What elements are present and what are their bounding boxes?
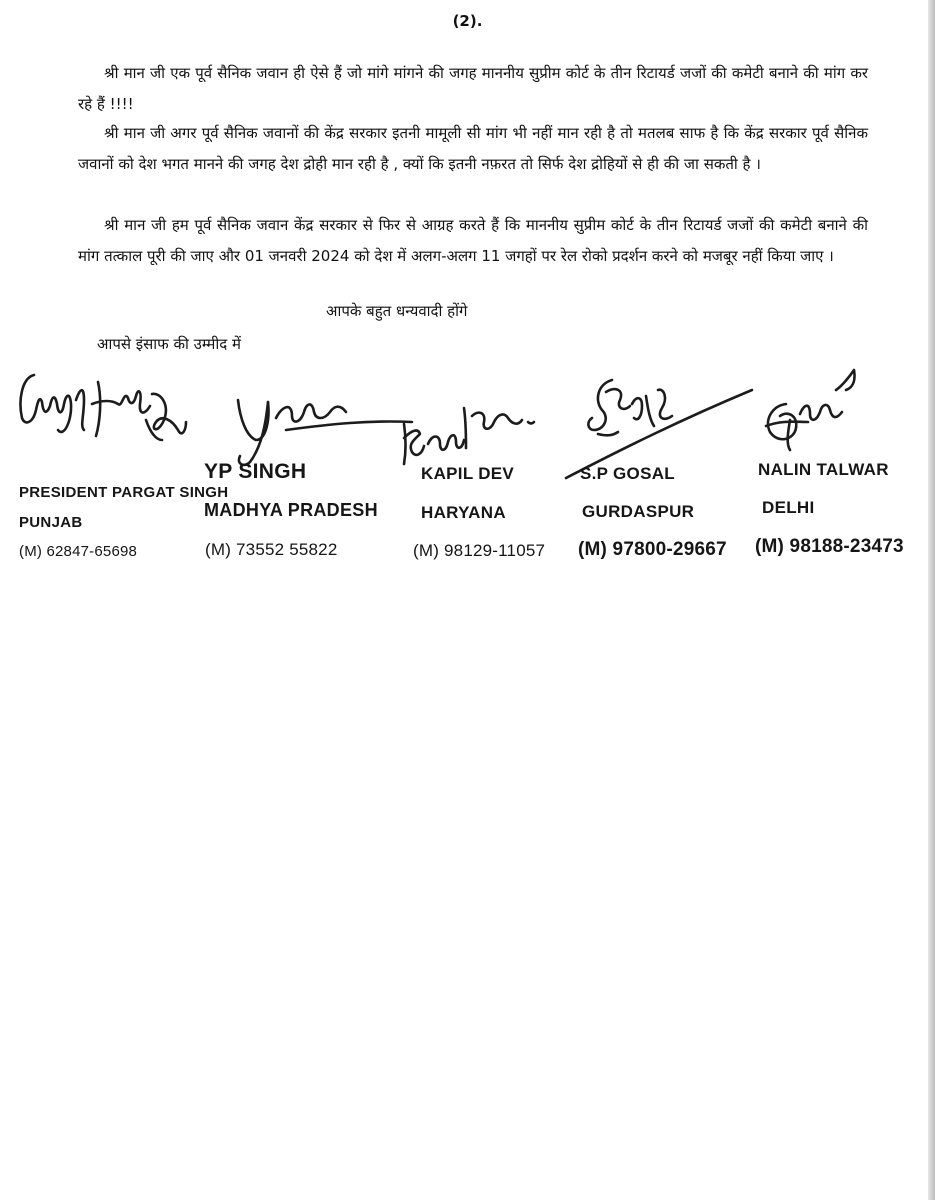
signatory-5-name: NALIN TALWAR (758, 460, 889, 479)
signatory-2-phone: (M) 73552 55822 (205, 540, 338, 559)
signatory-5-region: DELHI (762, 498, 815, 517)
signatory-3-name: KAPIL DEV (421, 464, 515, 483)
paragraph-2: श्री मान जी अगर पूर्व सैनिक जवानों की केंद्र सरकार इतनी मामूली सी मांग भी नहीं मान रही है तो मतलब साफ है कि केंद्र सरकार पूर्व सैनिक जवानों को देश भगत मानने की जगह देश द्रोही मान रही है , क्यों कि इतनी नफ़रत तो सिर्फ देश द्रोहियों से ही की जा सकती है । (78, 124, 868, 173)
signatory-4-name: S.P GOSAL (580, 464, 675, 483)
signatory-1-name: PRESIDENT PARGAT SINGH (19, 484, 229, 501)
closing-hope: आपसे इंसाफ की उम्मीद में (97, 335, 241, 353)
signatory-3-phone: (M) 98129-11057 (413, 541, 546, 560)
closing-thanks: आपके बहुत धन्यवादी होंगे (326, 302, 468, 320)
signatory-2-name: YP SINGH (204, 460, 307, 483)
signature-5 (766, 370, 855, 450)
page-number: (2). (452, 12, 483, 30)
signatory-1-region: PUNJAB (19, 514, 83, 531)
signature-2 (238, 400, 412, 465)
signatory-3-region: HARYANA (421, 503, 506, 522)
signatory-5-phone: (M) 98188-23473 (755, 536, 904, 557)
paragraph-1: श्री मान जी एक पूर्व सैनिक जवान ही ऐसे हैं जो मांगे मांगने की जगह माननीय सुप्रीम कोर्ट के तीन रिटायर्ड जजों की कमेटी बनाने की मांग कर रहे हैं !!!! (78, 64, 868, 113)
signatory-4-phone: (M) 97800-29667 (578, 539, 727, 560)
paragraph-3: श्री मान जी हम पूर्व सैनिक जवान केंद्र सरकार से फिर से आग्रह करते हैं कि माननीय सुप्रीम कोर्ट के तीन रिटायर्ड जजों की कमेटी बनाने की मांग तत्काल पूरी की जाए और 01 जनवरी 2024 को देश में अलग-अलग 11 जगहों पर रेल रोको प्रदर्शन करने को मजबूर नहीं किया जाए । (78, 216, 868, 265)
signatory-4-region: GURDASPUR (582, 502, 695, 521)
signature-3 (404, 408, 534, 464)
signatory-2-region: MADHYA PRADESH (204, 500, 378, 520)
page-edge-shadow (928, 0, 935, 1200)
signatory-1-phone: (M) 62847-65698 (19, 543, 138, 560)
signature-1 (21, 375, 187, 440)
